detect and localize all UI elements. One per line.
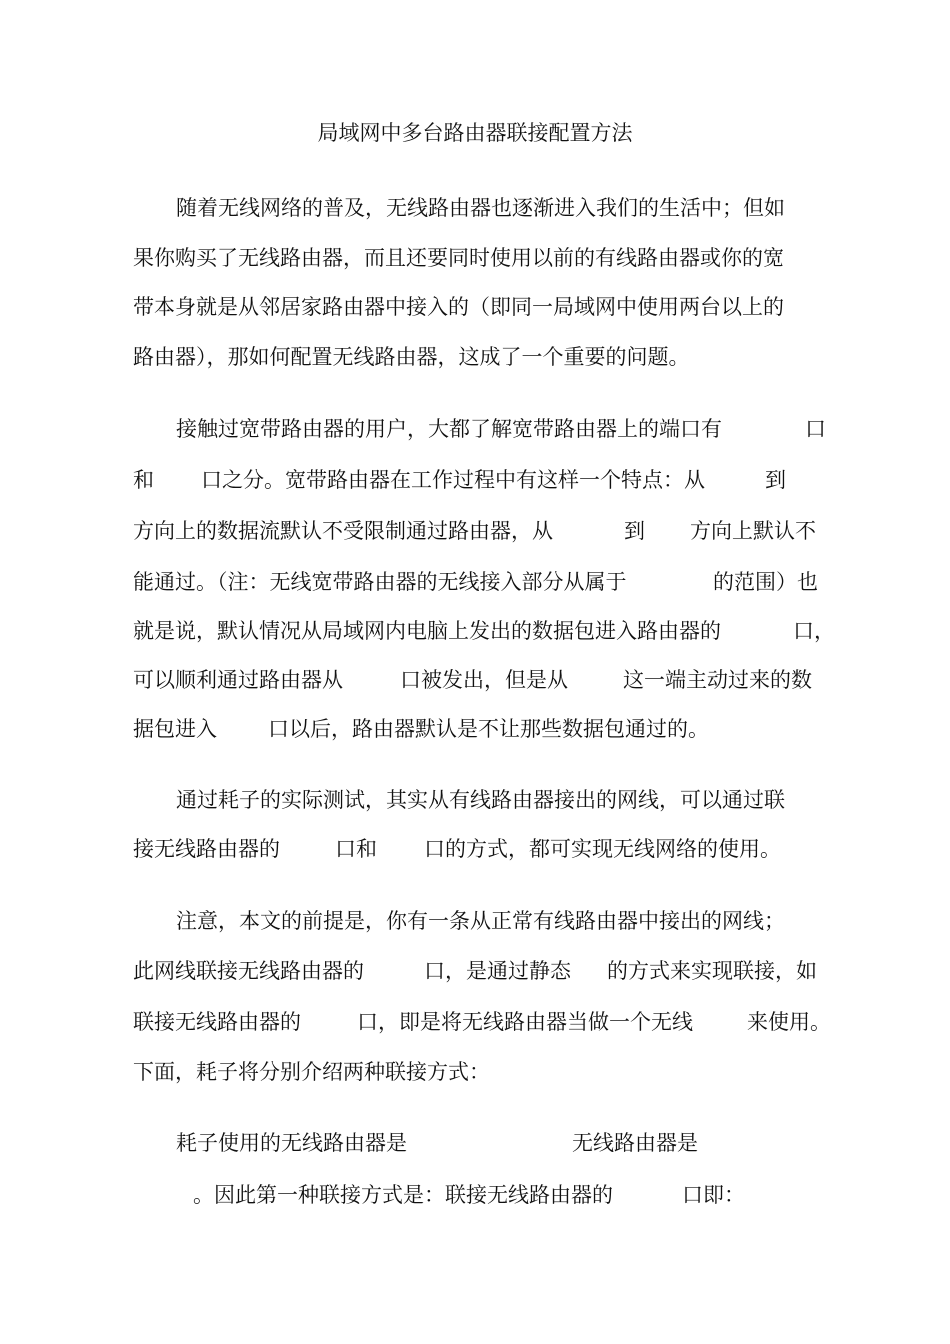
p2-line-2a: 和	[133, 468, 154, 492]
p2-line-7a: 据包进入	[133, 717, 217, 741]
p3-line-2c: 口的方式，都可实现无线网络的使用。	[424, 837, 781, 861]
p2-line-2c: 到	[765, 468, 786, 492]
p1-line-2: 果你购买了无线路由器，而且还要同时使用以前的有线路由器或你的宽	[133, 246, 784, 270]
p2-line-3a: 方向上的数据流默认不受限制通过路由器，从	[133, 519, 553, 543]
document-title: 局域网中多台路由器联接配置方法	[317, 121, 633, 145]
p2-line-5a: 就是说，默认情况从局域网内电脑上发出的数据包进入路由器的	[133, 619, 721, 643]
p3-line-1: 通过耗子的实际测试，其实从有线路由器接出的网线，可以通过联	[176, 788, 785, 812]
p2-line-6c: 这一端主动过来的数	[623, 668, 812, 692]
p5-line-2a: 。因此第一种联接方式是：联接无线路由器的	[193, 1183, 613, 1207]
p4-line-3a: 联接无线路由器的	[133, 1010, 301, 1034]
p2-line-3b: 到	[624, 519, 645, 543]
p2-line-1a: 接触过宽带路由器的用户，大都了解宽带路由器上的端口有	[176, 417, 722, 441]
p4-line-1: 注意，本文的前提是，你有一条从正常有线路由器中接出的网线；	[176, 909, 785, 933]
p4-line-2a: 此网线联接无线路由器的	[133, 959, 364, 983]
p4-line-3c: 来使用。	[747, 1010, 831, 1034]
p3-line-2b: 口和	[335, 837, 377, 861]
p1-line-4: 路由器），那如何配置无线路由器，这成了一个重要的问题。	[133, 345, 690, 369]
p5-line-1a: 耗子使用的无线路由器是	[176, 1131, 407, 1155]
p2-line-4a: 能通过。（注：无线宽带路由器的无线接入部分从属于	[133, 570, 627, 594]
p4-line-3b: 口，即是将无线路由器当做一个无线	[357, 1010, 693, 1034]
p2-line-4b: 的范围）也	[713, 570, 818, 594]
p2-line-6a: 可以顺利通过路由器从	[133, 668, 343, 692]
p2-line-1b: 口	[805, 417, 826, 441]
p2-line-2b: 口之分。宽带路由器在工作过程中有这样一个特点：从	[201, 468, 705, 492]
p2-line-6b: 口被发出，但是从	[400, 668, 568, 692]
p1-line-3: 带本身就是从邻居家路由器中接入的（即同一局域网中使用两台以上的	[133, 295, 784, 319]
p5-line-1b: 无线路由器是	[572, 1131, 698, 1155]
p4-line-4: 下面，耗子将分别介绍两种联接方式：	[133, 1060, 490, 1084]
p3-line-2a: 接无线路由器的	[133, 837, 280, 861]
p2-line-5b: 口，	[793, 619, 835, 643]
p2-line-7b: 口以后，路由器默认是不让那些数据包通过的。	[268, 717, 709, 741]
p5-line-2b: 口即：	[682, 1183, 745, 1207]
p1-line-1: 随着无线网络的普及，无线路由器也逐渐进入我们的生活中；但如	[176, 196, 785, 220]
p2-line-3c: 方向上默认不	[690, 519, 816, 543]
p4-line-2b: 口，是通过静态	[424, 959, 571, 983]
p4-line-2c: 的方式来实现联接，如	[607, 959, 817, 983]
